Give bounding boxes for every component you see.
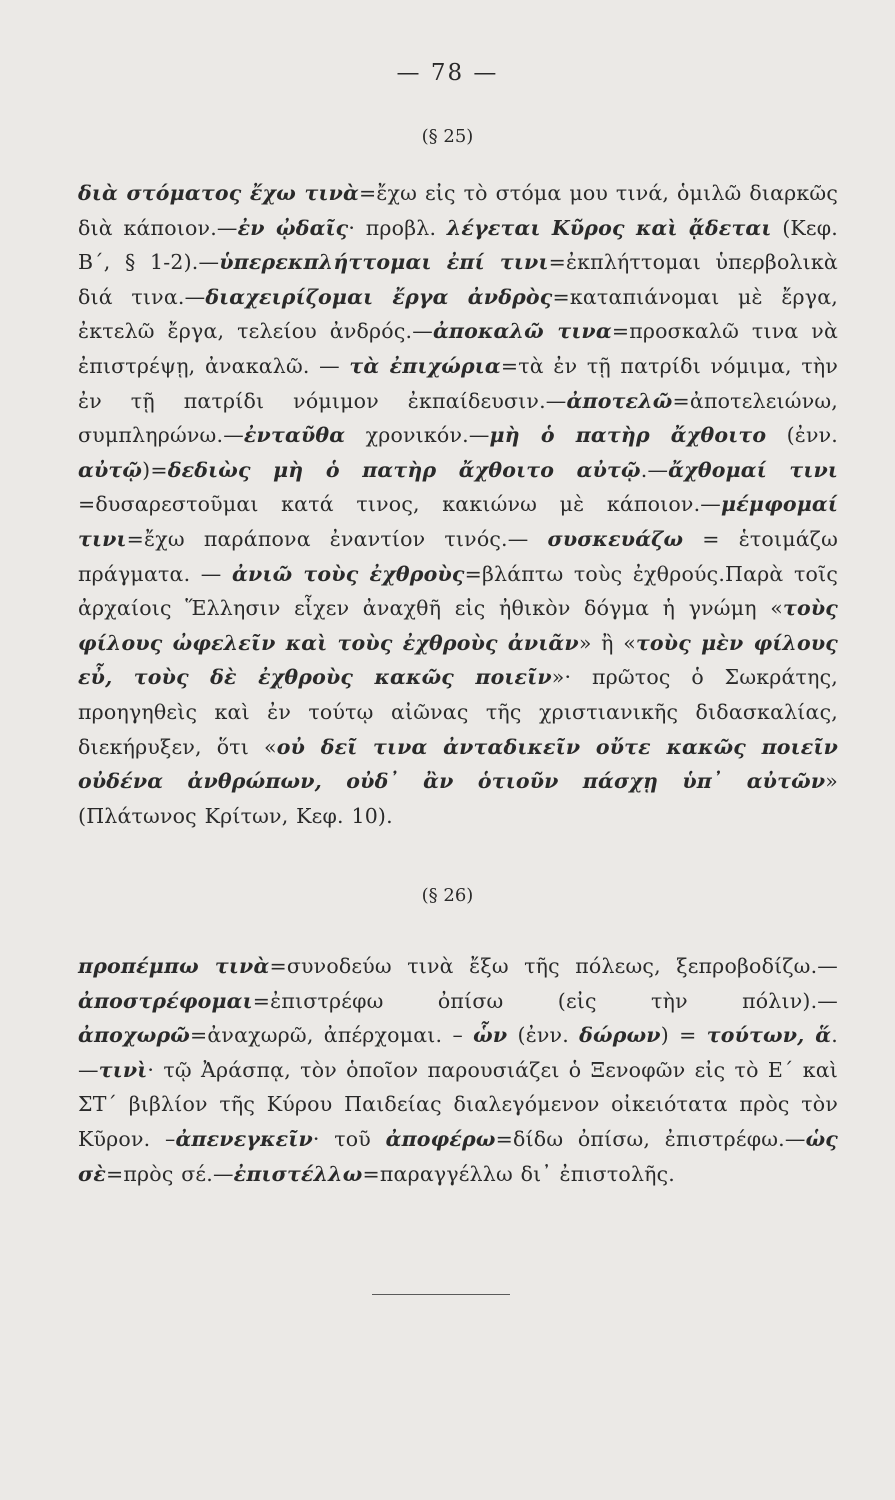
section-heading-25: (§ 25) xyxy=(421,126,474,147)
end-rule xyxy=(372,1294,510,1295)
gloss-text: · προβλ. xyxy=(348,215,447,240)
glossed-term: ἐνταῦθα xyxy=(243,423,346,448)
glossed-term: διαχειρίζομαι ἔργα ἀνδρὸς xyxy=(205,284,553,309)
glossed-term: ἐπιστέλλω xyxy=(233,1161,363,1186)
glossed-term: ἀποστρέφομαι xyxy=(78,988,253,1013)
gloss-text: » ἢ « xyxy=(578,630,636,655)
gloss-text: =προσκαλῶ τινα νὰ ἐπιστρέψῃ, ἀνακαλῶ. — xyxy=(78,319,838,378)
glossed-term: ἀπενεγκεῖν xyxy=(175,1126,313,1151)
glossed-term: οὐ δεῖ τινα ἀνταδικεῖν οὔτε κακῶς ποιεῖν οὐδένα ἀνθρώπων, οὐδ᾿ ἂν ὁτιοῦν πάσχῃ ὑπ᾿ αὐτῶν xyxy=(78,734,838,794)
glossed-term: αὐτῷ xyxy=(78,457,143,482)
glossed-term: συσκευάζω xyxy=(547,526,684,551)
glossed-term: τινὶ xyxy=(98,1057,148,1082)
gloss-text: =ἐπιστρέφω ὀπίσω (εἰς τὴν πόλιν).— xyxy=(252,988,838,1013)
gloss-text: ) = xyxy=(660,1023,707,1048)
gloss-text: (ἐνν. xyxy=(766,423,839,448)
gloss-text: =ἐκπλήττομαι ὑπερβολικὰ διά τινα.— xyxy=(78,250,838,309)
gloss-text: =βλάπτω τοὺς ἐχθρούς.Παρὰ τοῖς ἀρχαίοις Ἕλλησιν εἶχεν ἀναχθῆ εἰς ἠθικὸν δόγμα ἡ γνώμη « xyxy=(78,561,839,621)
glossed-term: τὰ ἐπιχώρια xyxy=(349,353,501,378)
gloss-text: (Κεφ. Β΄, § 1-2).— xyxy=(78,215,839,275)
section-26-text xyxy=(78,949,838,1191)
glossed-term: ὧν xyxy=(473,1023,508,1048)
glossed-term: ἐν ᾠδαῖς xyxy=(237,215,349,240)
glossed-term: διὰ στόματος ἔχω τινὰ xyxy=(78,181,359,205)
gloss-text: =δυσαρεστοῦμαι κατά τινος, κακιώνω μὲ κάποιον.— xyxy=(78,492,721,517)
gloss-text: .— xyxy=(640,457,669,482)
gloss-text: = ἑτοιμάζω πράγματα. — xyxy=(78,526,839,586)
glossed-term: προπέμπω τινὰ xyxy=(78,954,270,978)
gloss-text: (ἐνν. xyxy=(507,1023,580,1048)
gloss-text: =παραγγέλλω δι᾿ ἐπιστολῆς. xyxy=(362,1161,676,1186)
section-25-text xyxy=(78,176,838,833)
glossed-term: ὑπερεκπλήττομαι ἐπί τινι xyxy=(219,250,549,275)
gloss-text: =ἔχω εἰς τὸ στόμα μου τινά, ὁμιλῶ διαρκῶς διὰ κάποιον.— xyxy=(78,181,838,240)
glossed-term: δεδιὼς μὴ ὁ πατὴρ ἄχθοιτο αὐτῷ xyxy=(167,457,641,482)
glossed-term: ἀποχωρῶ xyxy=(78,1023,191,1048)
section-heading-26: (§ 26) xyxy=(421,885,474,906)
gloss-text: · τοῦ xyxy=(312,1126,386,1151)
gloss-text: =ἔχω παράπονα ἐναντίον τινός.— xyxy=(126,526,548,551)
glossed-term: λέγεται Κῦρος καὶ ᾄδεται xyxy=(446,215,772,240)
gloss-text: χρονικόν.— xyxy=(345,423,490,448)
glossed-term: δώρων xyxy=(579,1023,661,1048)
glossed-term: ἀποκαλῶ τινα xyxy=(432,319,612,344)
gloss-text: =ἀναχωρῶ, ἀπέρχομαι. – xyxy=(190,1023,474,1048)
gloss-text: =συνοδεύω τινὰ ἔξω τῆς πόλεως, ξεπροβοδίζω.— xyxy=(269,954,838,978)
gloss-text: »· πρῶτος ὁ Σωκράτης, προηγηθεὶς καὶ ἐν τούτῳ αἰῶνας τῆς χριστιανικῆς διδασκαλίας, διεκήρυξεν, ὅτι « xyxy=(78,665,838,759)
gloss-text: =πρὸς σέ.— xyxy=(105,1161,234,1186)
glossed-term: ἄχθομαί τινι xyxy=(668,457,838,482)
gloss-text: =δίδω ὀπίσω, ἐπιστρέφω.— xyxy=(495,1126,806,1151)
glossed-term: ἀποτελῶ xyxy=(566,388,673,413)
gloss-text: =ἀποτελειώνω, συμπληρώνω.— xyxy=(78,388,838,448)
glossed-term: τοὺς φίλους ὠφελεῖν καὶ τοὺς ἐχθροὺς ἀνιᾶν xyxy=(78,596,838,655)
glossed-term: ἀποφέρω xyxy=(385,1126,496,1151)
gloss-text: =τὰ ἐν τῇ πατρίδι νόμιμα, τὴν ἐν τῇ πατρίδι νόμιμον ἐκπαίδευσιν.— xyxy=(78,353,839,413)
glossed-term: τούτων, ἅ xyxy=(706,1023,832,1048)
glossed-term: μέμφομαί τινι xyxy=(78,492,838,551)
gloss-text: · τῷ Ἀράσπᾳ, τὸν ὁποῖον παρουσιάζει ὁ Ξενοφῶν εἰς τὸ Ε΄ καὶ ΣΤ΄ βιβλίον τῆς Κύρου Παιδείας διαλεγόμενον οἰκειότατα πρὸς τὸν Κῦρον. – xyxy=(78,1057,838,1151)
glossed-term: ὡς σὲ xyxy=(78,1126,838,1186)
gloss-text: )= xyxy=(142,457,168,482)
glossed-term: μὴ ὁ πατὴρ ἄχθοιτο xyxy=(489,423,767,448)
gloss-text: .— xyxy=(78,1023,839,1082)
page-number: — 78 — xyxy=(396,60,499,86)
gloss-text: » (Πλάτωνος Κρίτων, Κεφ. 10). xyxy=(78,769,838,828)
gloss-text: =καταπιάνομαι μὲ ἔργα, ἐκτελῶ ἔργα, τελείου ἀνδρός.— xyxy=(78,284,838,344)
glossed-term: τοὺς μὲν φίλους εὖ, τοὺς δὲ ἐχθροὺς κακῶς ποιεῖν xyxy=(78,630,838,690)
glossed-term: ἀνιῶ τοὺς ἐχθροὺς xyxy=(232,561,465,586)
